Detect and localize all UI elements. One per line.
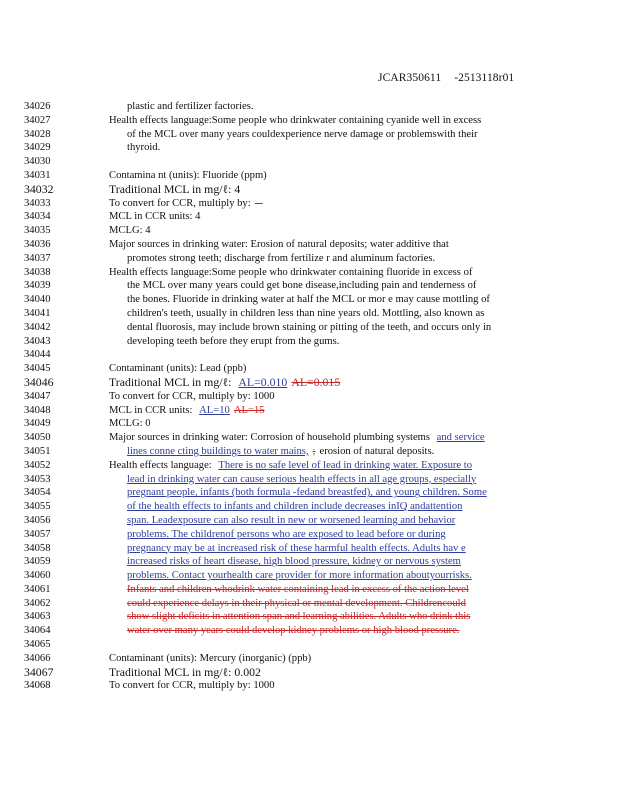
document-line — [0, 238, 618, 252]
text-segment: Traditional MCL in mg/ℓ: — [109, 374, 235, 389]
line-number: 34036 — [24, 238, 51, 250]
document-line — [0, 279, 618, 293]
document-line — [0, 128, 618, 142]
line-number: 34049 — [24, 418, 51, 430]
revision-code: -2513118r01 — [454, 72, 515, 84]
text-segment: Contamina nt (units): Fluoride (ppm) — [109, 169, 267, 181]
deleted-text: AL=0.015 — [291, 374, 341, 389]
document-line — [0, 542, 618, 556]
text-segment: thyroid. — [127, 142, 161, 154]
line-number: 34064 — [24, 625, 51, 637]
line-number: 34050 — [24, 432, 51, 444]
inserted-text: pregnancy may be at increased risk of these harmful health effects. Adults hav e — [127, 542, 466, 554]
document-line — [0, 210, 618, 224]
text-segment: Major sources in drinking water: Corrosion of household plumbing systems — [109, 432, 433, 444]
line-text — [109, 238, 548, 252]
text-segment: MCLG: 4 — [109, 225, 151, 237]
document-line — [0, 528, 618, 542]
inserted-text: increased risks of heart disease, high blood pressure, kidney or nervous system — [127, 556, 461, 568]
document-line — [0, 486, 618, 500]
text-segment: of the MCL over many years couldexperience nerve damage or problemswith their — [127, 128, 478, 140]
inserted-text: lead in drinking water can cause serious health effects in all age groups, especially — [127, 473, 477, 485]
inserted-text: problems. Contact yourhealth care provider for more information aboutyourrisks. — [127, 570, 472, 582]
line-number: 34062 — [24, 597, 51, 609]
line-number: 34031 — [24, 169, 51, 181]
line-text — [109, 404, 548, 418]
document-line — [0, 224, 618, 238]
document-line — [0, 514, 618, 528]
line-text — [127, 279, 548, 293]
line-number: 34058 — [24, 542, 51, 554]
line-text — [109, 114, 548, 128]
line-number: 34038 — [24, 266, 51, 278]
document-line — [0, 666, 618, 680]
document-line — [0, 500, 618, 514]
line-text — [109, 666, 548, 680]
text-segment: developing teeth before they erupt from the gums. — [127, 335, 340, 347]
text-segment: Health effects language:Some people who drinkwater containing cyanide well in excess — [109, 114, 482, 126]
line-number: 34052 — [24, 459, 51, 471]
document-line — [0, 362, 618, 376]
line-number: 34057 — [24, 528, 51, 540]
text-segment: plastic and fertilizer factories. — [127, 101, 254, 112]
text-segment: To convert for CCR, multiply by: 1000 — [109, 390, 275, 402]
inserted-text: problems. The childrenof persons who are exposed to lead before or during — [127, 528, 446, 540]
line-text — [127, 555, 548, 569]
document-line — [0, 321, 618, 335]
line-text — [127, 624, 548, 638]
line-text — [109, 652, 548, 666]
document-line — [0, 376, 618, 390]
line-number: 34037 — [24, 252, 51, 264]
line-text — [127, 335, 548, 349]
text-segment: Contaminant (units): Mercury (inorganic) (ppb) — [109, 652, 312, 664]
document-line — [0, 404, 618, 418]
line-text — [109, 210, 548, 224]
text-segment: MCL in CCR units: — [109, 404, 196, 416]
line-number: 34040 — [24, 294, 51, 306]
inserted-text: There is no safe level of lead in drinking water. Exposure to — [218, 459, 472, 471]
line-number: 34044 — [24, 349, 51, 361]
document-line — [0, 679, 618, 693]
line-text — [127, 445, 548, 459]
document-line — [0, 569, 618, 583]
document-line — [0, 348, 618, 362]
text-segment: MCL in CCR units: 4 — [109, 211, 201, 223]
document-line — [0, 459, 618, 473]
deleted-text: – — [254, 197, 263, 209]
text-segment: Traditional MCL in mg/ℓ: 4 — [109, 181, 241, 196]
deleted-text: water over many years could develop kidney problems or high blood pressure. — [127, 625, 460, 637]
line-number: 34066 — [24, 652, 51, 664]
text-segment: Health effects language:Some people who drinkwater containing fluoride in excess of — [109, 266, 473, 278]
line-text — [127, 321, 548, 335]
line-number: 34043 — [24, 335, 51, 347]
text-segment: MCLG: 0 — [109, 418, 151, 430]
line-number: 34059 — [24, 556, 51, 568]
line-text — [109, 266, 548, 280]
line-number: 34034 — [24, 211, 51, 223]
line-number: 34041 — [24, 307, 51, 319]
line-number: 34028 — [24, 128, 51, 140]
text-segment: To convert for CCR, multiply by: — [109, 197, 251, 209]
deleted-text: Infants and children whodrink water containing lead in excess of the action level — [127, 583, 469, 595]
document-line — [0, 610, 618, 624]
document-line — [0, 390, 618, 404]
line-number: 34039 — [24, 280, 51, 292]
inserted-text: of the health effects to infants and children include decreases inIQ andattention — [127, 501, 463, 513]
line-text — [127, 597, 548, 611]
text-segment: Health effects language: — [109, 459, 215, 471]
line-text — [127, 473, 548, 487]
document-line — [0, 183, 618, 197]
line-number: 34048 — [24, 404, 51, 416]
text-segment: Major sources in drinking water: Erosion of natural deposits; water additive that — [109, 238, 449, 250]
line-number: 34060 — [24, 570, 51, 582]
document-line — [0, 266, 618, 280]
line-text — [127, 100, 548, 114]
text-segment: To convert for CCR, multiply by: 1000 — [109, 680, 275, 692]
line-text — [127, 610, 548, 624]
text-segment: the bones. Fluoride in drinking water at half the MCL or mor e may cause mottling of — [127, 294, 490, 306]
line-number: 34042 — [24, 321, 51, 333]
line-text — [127, 252, 548, 266]
line-number: 34047 — [24, 390, 51, 402]
line-text — [127, 293, 548, 307]
line-number: 34055 — [24, 501, 51, 513]
text-segment: the MCL over many years could get bone disease,including pain and tenderness of — [127, 280, 477, 292]
line-number: 34030 — [24, 156, 51, 168]
document-line — [0, 293, 618, 307]
document-line — [0, 555, 618, 569]
line-text — [127, 569, 548, 583]
text-segment: Traditional MCL in mg/ℓ: 0.002 — [109, 664, 261, 679]
document-line — [0, 100, 618, 114]
document-line — [0, 597, 618, 611]
deleted-text: could experience delays in their physical or mental development. Childrencould — [127, 597, 466, 609]
line-number: 34029 — [24, 142, 51, 154]
line-number: 34063 — [24, 611, 51, 623]
line-number: 34067 — [24, 664, 54, 679]
line-text — [109, 459, 548, 473]
document-line — [0, 417, 618, 431]
inserted-text: AL=0.010 — [238, 374, 288, 389]
document-line — [0, 197, 618, 211]
line-text — [127, 528, 548, 542]
line-number: 34033 — [24, 197, 51, 209]
line-number: 34045 — [24, 363, 51, 375]
line-number: 34061 — [24, 583, 51, 595]
line-text — [127, 500, 548, 514]
document-line — [0, 431, 618, 445]
line-text — [109, 417, 548, 431]
deleted-text: ; — [312, 445, 316, 457]
line-number: 34046 — [24, 374, 54, 389]
line-text — [127, 141, 548, 155]
document-line — [0, 252, 618, 266]
inserted-text: and service — [436, 432, 485, 444]
text-segment: dental fluorosis, may include brown staining or pitting of the teeth, and occurs only in — [127, 321, 492, 333]
line-text — [127, 542, 548, 556]
inserted-text: lines conne cting buildings to water mains, — [127, 445, 309, 457]
line-number: 34056 — [24, 514, 51, 526]
inserted-text: pregnant people, infants (both formula -fedand breastfed), and young children. Some — [127, 487, 487, 499]
document-line — [0, 155, 618, 169]
document-line — [0, 335, 618, 349]
inserted-text: span. Leadexposure can also result in new or worsened learning and behavior — [127, 514, 456, 526]
inserted-text: AL=10 — [199, 404, 230, 416]
document-header — [378, 72, 514, 84]
line-text — [127, 583, 548, 597]
line-text — [109, 362, 548, 376]
document-line — [0, 583, 618, 597]
document-line — [0, 307, 618, 321]
document-line — [0, 169, 618, 183]
document-line — [0, 624, 618, 638]
line-text — [127, 486, 548, 500]
deleted-text: AL=15 — [233, 404, 265, 416]
document-code: JCAR350611 — [378, 72, 442, 84]
line-number: 34032 — [24, 181, 54, 196]
line-text — [109, 224, 548, 238]
text-segment: promotes strong teeth; discharge from fertilize r and aluminum factories. — [127, 252, 436, 264]
line-text — [109, 431, 548, 445]
line-text — [109, 183, 548, 197]
document-line — [0, 638, 618, 652]
line-text — [109, 169, 548, 183]
line-number: 34027 — [24, 114, 51, 126]
document-line — [0, 114, 618, 128]
line-text — [109, 390, 548, 404]
text-segment: erosion of natural deposits. — [319, 445, 435, 457]
line-number: 34054 — [24, 487, 51, 499]
line-number: 34068 — [24, 680, 51, 692]
line-number: 34051 — [24, 445, 51, 457]
line-text — [127, 514, 548, 528]
line-number: 34065 — [24, 639, 51, 651]
document-body — [0, 100, 618, 693]
document-line — [0, 141, 618, 155]
line-number: 34035 — [24, 225, 51, 237]
line-number: 34053 — [24, 473, 51, 485]
document-line — [0, 445, 618, 459]
document-line — [0, 473, 618, 487]
line-text — [109, 197, 548, 211]
line-number: 34026 — [24, 101, 51, 112]
line-text — [109, 679, 548, 693]
line-text — [127, 307, 548, 321]
line-text — [109, 376, 548, 390]
text-segment: children's teeth, usually in children less than nine years old. Mottling, also known as — [127, 307, 485, 319]
text-segment: Contaminant (units): Lead (ppb) — [109, 363, 247, 375]
deleted-text: show slight deficits in attention span and learning abilities. Adults who drink this — [127, 611, 471, 623]
line-text — [127, 128, 548, 142]
document-line — [0, 652, 618, 666]
